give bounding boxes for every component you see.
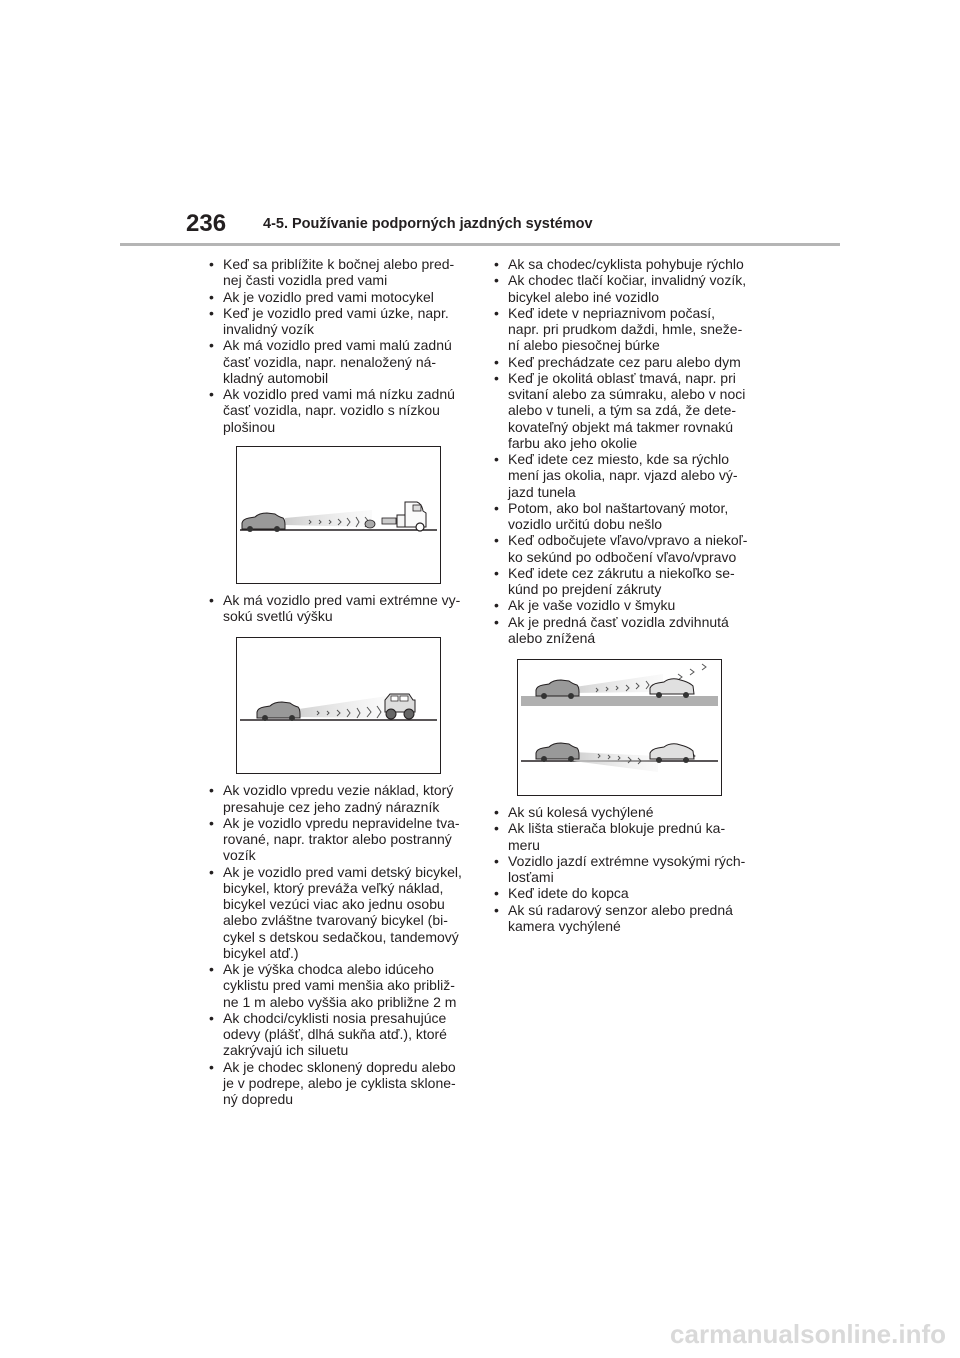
list-item bbox=[492, 451, 760, 500]
watermark: carmanualsonline.info bbox=[670, 1319, 946, 1349]
list-item-line: • Ak lišta stierača blokuje prednú ka- bbox=[508, 820, 726, 837]
list-item-line: cyklistu pred vami menšia ako približ- bbox=[223, 977, 455, 994]
list-item-line: • Ak je výška chodca alebo idúceho bbox=[223, 961, 434, 977]
bullet-list bbox=[207, 592, 475, 625]
list-item-line: farbu ako jeho okolie bbox=[508, 434, 638, 451]
list-item-line: alebo znížená bbox=[508, 629, 596, 646]
list-item-line: • Ak sú radarový senzor alebo predná bbox=[508, 901, 733, 918]
list-item bbox=[207, 289, 475, 305]
list-item-line: kamera vychýlené bbox=[508, 917, 621, 934]
list-item-line: sokú svetlú výšku bbox=[223, 608, 333, 624]
bullet-list bbox=[207, 782, 475, 1107]
list-item-line: ko sekúnd po odbočení vľavo/vpravo bbox=[508, 548, 737, 565]
list-item-line: bicykel alebo iné vozidlo bbox=[508, 288, 659, 305]
list-item bbox=[492, 305, 760, 354]
list-item-line: je v podrepe, alebo je cyklista sklone- bbox=[223, 1074, 456, 1091]
list-item bbox=[207, 815, 475, 864]
list-item-line: ný dopredu bbox=[223, 1091, 294, 1107]
list-item-line: kladný automobil bbox=[223, 369, 329, 386]
list-item bbox=[207, 386, 475, 435]
list-item-line: meru bbox=[508, 836, 540, 853]
list-item-line: • Ak má vozidlo pred vami extrémne vy- bbox=[223, 591, 461, 608]
list-item-line: • Ak sú kolesá vychýlené bbox=[508, 804, 654, 820]
list-item-line: • Keď idete do kopca bbox=[508, 885, 629, 902]
list-item-line: • Ak je vozidlo vpredu nepravidelne tva- bbox=[223, 814, 460, 831]
list-item-line: ní alebo piesočnej búrke bbox=[508, 337, 660, 354]
list-item bbox=[492, 853, 760, 886]
left-column bbox=[207, 256, 475, 1107]
list-item-line: • Ak je vozidlo pred vami detský bicykel, bbox=[223, 863, 462, 880]
list-item bbox=[492, 256, 760, 272]
list-item bbox=[492, 565, 760, 598]
truck-illustration bbox=[237, 447, 440, 583]
list-item bbox=[207, 256, 475, 289]
list-item-line: mení jas okolia, napr. vjazd alebo vý- bbox=[508, 467, 738, 484]
illustration-vehicle-pitch bbox=[517, 659, 722, 796]
list-item bbox=[207, 592, 475, 625]
list-item-line: časť vozidla, napr. nenaložený ná- bbox=[223, 353, 437, 370]
list-item-line: • Ak má vozidlo pred vami malú zadnú bbox=[223, 337, 452, 354]
bullet-list bbox=[492, 256, 760, 646]
header-rule bbox=[120, 243, 840, 246]
list-item bbox=[492, 532, 760, 565]
list-item-line: vozidlo určitú dobu nešlo bbox=[508, 516, 663, 532]
high-clearance-illustration bbox=[237, 638, 440, 773]
list-item-line: • Keď odbočujete vľavo/vpravo a niekoľ- bbox=[508, 532, 748, 549]
list-item-line: kovateľný objekt má takmer rovnakú bbox=[508, 418, 734, 435]
list-item-line: • Keď prechádzate cez paru alebo dym bbox=[508, 353, 741, 370]
list-item bbox=[492, 885, 760, 901]
list-item-line: • Ak je vaše vozidlo v šmyku bbox=[508, 597, 676, 614]
list-item-line: jazd tunela bbox=[508, 483, 576, 500]
list-item-line: presahuje cez jeho zadný nárazník bbox=[223, 798, 440, 815]
page-number: 236 bbox=[186, 210, 227, 237]
list-item-line: cykel s detskou sedačkou, tandemový bbox=[223, 928, 459, 945]
list-item-line: • Ak je predná časť vozidla zdvihnutá bbox=[508, 613, 729, 630]
list-item bbox=[492, 354, 760, 370]
list-item-line: zakrývajú ich siluetu bbox=[223, 1042, 349, 1059]
list-item bbox=[207, 337, 475, 386]
list-item-line: losťami bbox=[508, 869, 554, 885]
illustration-low-rear-truck bbox=[236, 446, 441, 584]
pitch-illustration bbox=[518, 660, 721, 795]
list-item-line: • Ak sa chodec/cyklista pohybuje rýchlo bbox=[508, 256, 744, 272]
list-item-line: • Keď je vozidlo pred vami úzke, napr. bbox=[223, 304, 449, 321]
list-item-line: invalidný vozík bbox=[223, 321, 315, 337]
list-item-line: kúnd po prejdení zákruty bbox=[508, 581, 662, 597]
list-item-line: • Keď je okolitá oblasť tmavá, napr. pri bbox=[508, 369, 736, 386]
list-item-line: • Keď idete v nepriaznivom počasí, bbox=[508, 304, 716, 321]
list-item-line: • Potom, ako bol naštartovaný motor, bbox=[508, 499, 729, 516]
list-item bbox=[207, 782, 475, 815]
list-item bbox=[492, 370, 760, 451]
list-item bbox=[492, 804, 760, 820]
list-item bbox=[207, 1059, 475, 1108]
list-item-line: • Ak vozidlo pred vami má nízku zadnú bbox=[223, 386, 455, 402]
list-item-line: plošinou bbox=[223, 418, 276, 435]
list-item-line: bicykel atď.) bbox=[223, 944, 299, 961]
list-item bbox=[207, 1010, 475, 1059]
bullet-list bbox=[492, 804, 760, 934]
section-title: 4-5. Používanie podporných jazdných systémov bbox=[263, 216, 593, 232]
list-item-line: ne 1 m alebo vyššia ako približne 2 m bbox=[223, 993, 457, 1010]
list-item-line: odevy (plášť, dlhá sukňa atď.), ktoré bbox=[223, 1026, 447, 1042]
list-item bbox=[207, 961, 475, 1010]
list-item-line: • Keď sa priblížite k bočnej alebo pred- bbox=[223, 256, 455, 272]
list-item bbox=[207, 305, 475, 338]
list-item-line: bicykel vezúci viac ako jednu osobu bbox=[223, 896, 445, 912]
list-item bbox=[492, 820, 760, 853]
list-item-line: rované, napr. traktor alebo postranný bbox=[223, 831, 452, 847]
list-item bbox=[492, 272, 760, 305]
list-item-line: • Ak je vozidlo pred vami motocykel bbox=[223, 288, 434, 305]
list-item-line: • Ak vozidlo vpredu vezie náklad, ktorý bbox=[223, 782, 454, 799]
list-item-line: • Keď idete cez zákrutu a niekoľko se- bbox=[508, 564, 735, 581]
list-item-line: • Keď idete cez miesto, kde sa rýchlo bbox=[508, 451, 730, 467]
list-item-line: napr. pri prudkom daždi, hmle, sneže- bbox=[508, 321, 743, 337]
list-item bbox=[492, 614, 760, 647]
list-item-line: svitaní alebo za súmraku, alebo v noci bbox=[508, 386, 746, 402]
list-item bbox=[207, 864, 475, 962]
right-column bbox=[492, 256, 760, 934]
list-item-line: • Ak chodci/cyklisti nosia presahujúce bbox=[223, 1009, 447, 1026]
illustration-high-clearance-vehicle bbox=[236, 637, 441, 774]
list-item bbox=[492, 902, 760, 935]
bullet-list bbox=[207, 256, 475, 435]
list-item-line: bicykel, ktorý preváža veľký náklad, bbox=[223, 879, 444, 896]
list-item bbox=[492, 597, 760, 613]
list-item-line: alebo zvláštne tvarovaný bicykel (bi- bbox=[223, 912, 448, 929]
list-item-line: • Ak je chodec sklonený dopredu alebo bbox=[223, 1058, 456, 1075]
list-item-line: vozík bbox=[223, 847, 256, 864]
list-item-line: • Ak chodec tlačí kočiar, invalidný vozík, bbox=[508, 272, 747, 289]
list-item-line: nej časti vozidla pred vami bbox=[223, 272, 388, 289]
list-item bbox=[492, 500, 760, 533]
list-item-line: časť vozidla, napr. vozidlo s nízkou bbox=[223, 402, 440, 419]
list-item-line: • Vozidlo jazdí extrémne vysokými rých- bbox=[508, 852, 746, 869]
list-item-line: alebo v tuneli, a tým sa zdá, že dete- bbox=[508, 402, 737, 419]
